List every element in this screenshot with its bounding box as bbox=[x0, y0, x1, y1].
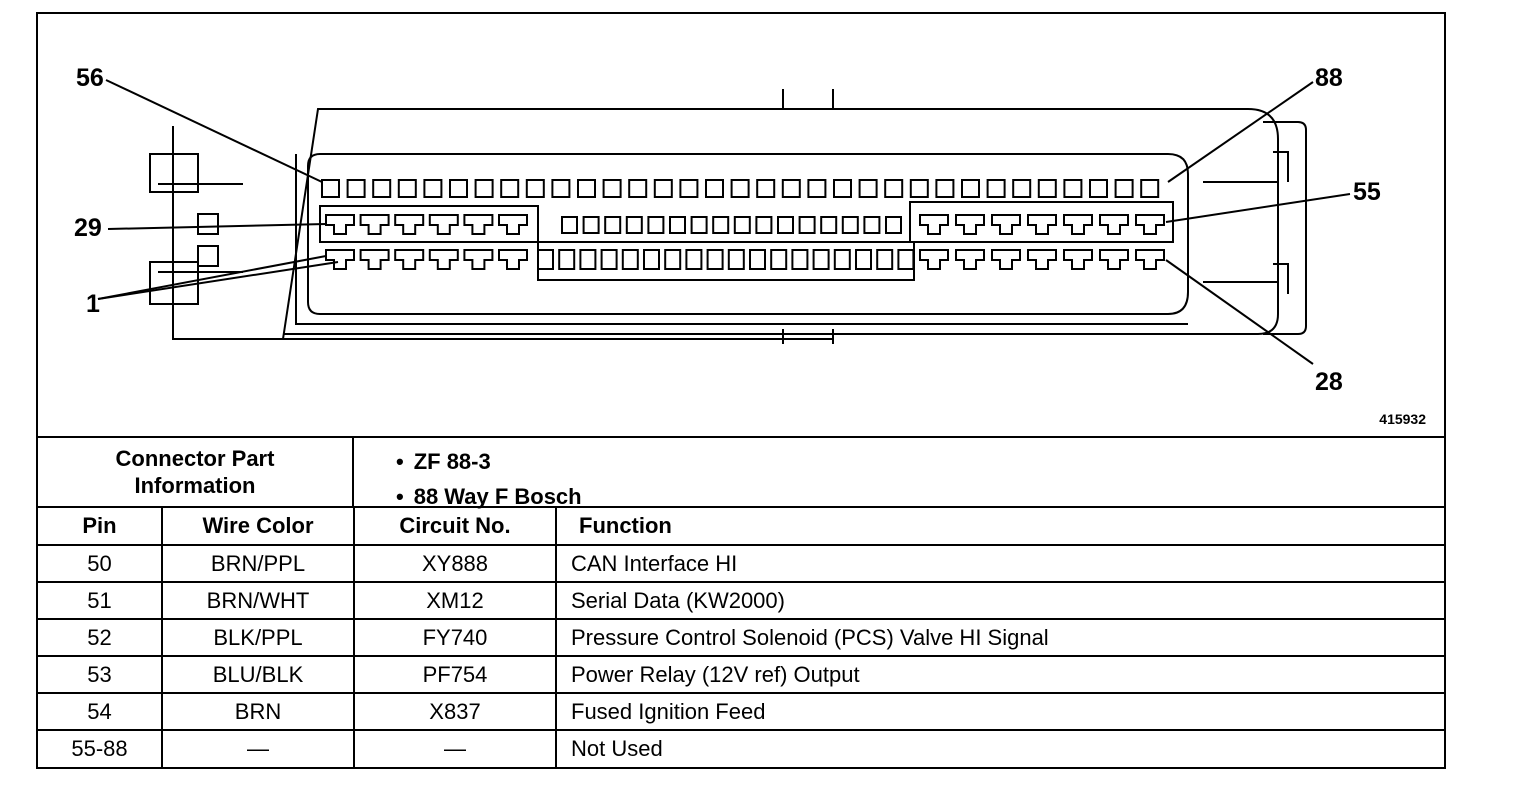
cavity-terminal bbox=[956, 215, 984, 234]
cavity-terminal bbox=[464, 250, 492, 269]
cavity-terminal bbox=[361, 215, 389, 234]
cavity-square bbox=[538, 250, 553, 269]
cavity-square bbox=[348, 180, 365, 197]
cavity-square bbox=[1064, 180, 1081, 197]
cavity-terminal bbox=[499, 250, 527, 269]
cavity-terminal bbox=[499, 215, 527, 234]
cavity-square bbox=[771, 250, 786, 269]
right-latch bbox=[1263, 122, 1306, 334]
cell-function: CAN Interface HI bbox=[556, 545, 1444, 582]
cavity-terminal bbox=[326, 215, 354, 234]
cavity-square bbox=[552, 180, 569, 197]
connector-figure-frame bbox=[36, 12, 1446, 769]
figure-id: 415932 bbox=[1379, 411, 1426, 427]
cavity-square bbox=[856, 250, 871, 269]
table-row bbox=[38, 582, 1444, 619]
cavity-square bbox=[578, 180, 595, 197]
cavity-terminal bbox=[1064, 215, 1092, 234]
cavity-square bbox=[373, 180, 390, 197]
cavity-square bbox=[778, 217, 793, 233]
cell-pin: 50 bbox=[38, 545, 162, 582]
cavity-square bbox=[783, 180, 800, 197]
callout-leader-line bbox=[1166, 194, 1350, 222]
cavity-square bbox=[729, 250, 744, 269]
cavity-square bbox=[623, 250, 638, 269]
pin-callout-56: 56 bbox=[76, 64, 104, 92]
connector-part-info bbox=[38, 436, 1444, 508]
cavity-square bbox=[680, 180, 697, 197]
cavity-square bbox=[1116, 180, 1133, 197]
cell-circuit: PF754 bbox=[354, 656, 556, 693]
cavity-square bbox=[732, 180, 749, 197]
cavity-terminal bbox=[956, 250, 984, 269]
callout-leader-line bbox=[1168, 82, 1313, 182]
cavity-square bbox=[602, 250, 617, 269]
cavity-square bbox=[864, 217, 879, 233]
cavity-square bbox=[644, 250, 659, 269]
cavity-terminal bbox=[326, 250, 354, 269]
cavity-square bbox=[886, 217, 901, 233]
cavity-terminal bbox=[361, 250, 389, 269]
cavity-square bbox=[885, 180, 902, 197]
cavity-terminal bbox=[1028, 250, 1056, 269]
cavity-square bbox=[1141, 180, 1158, 197]
pin-callout-1: 1 bbox=[86, 290, 100, 318]
cell-circuit: — bbox=[354, 730, 556, 767]
cavity-square bbox=[713, 217, 728, 233]
pin-callout-55: 55 bbox=[1353, 178, 1381, 206]
cavity-square bbox=[808, 180, 825, 197]
cell-circuit: FY740 bbox=[354, 619, 556, 656]
cavity-square bbox=[686, 250, 701, 269]
cavity-terminal bbox=[430, 215, 458, 234]
cavity-square bbox=[604, 180, 621, 197]
cell-function: Power Relay (12V ref) Output bbox=[556, 656, 1444, 693]
cell-function: Pressure Control Solenoid (PCS) Valve HI Signal bbox=[556, 619, 1444, 656]
table-row bbox=[38, 656, 1444, 693]
cell-function: Not Used bbox=[571, 736, 663, 761]
pin-callout-88: 88 bbox=[1315, 64, 1343, 92]
cell-wire-color: BLK/PPL bbox=[162, 619, 354, 656]
cavity-square bbox=[580, 250, 595, 269]
cavity-square bbox=[1090, 180, 1107, 197]
cavity-square bbox=[834, 180, 851, 197]
connector-part-info-label: Connector Part Information bbox=[38, 438, 354, 506]
cavity-square bbox=[735, 217, 750, 233]
cavity-square bbox=[450, 180, 467, 197]
cavity-square bbox=[476, 180, 493, 197]
pin-table bbox=[38, 508, 1444, 767]
cavity-square bbox=[605, 217, 620, 233]
cavity-square bbox=[988, 180, 1005, 197]
cavity-terminal bbox=[992, 215, 1020, 234]
cell-pin: 52 bbox=[38, 619, 162, 656]
cavity-terminal bbox=[1136, 250, 1164, 269]
header-pin: Pin bbox=[38, 508, 162, 545]
cell-pin: 55-88 bbox=[38, 730, 162, 767]
cell-wire-color: BRN bbox=[162, 693, 354, 730]
table-row bbox=[38, 730, 1444, 767]
cavity-square bbox=[757, 180, 774, 197]
cavity-terminal bbox=[395, 215, 423, 234]
cavity-square bbox=[814, 250, 829, 269]
callout-leader-line bbox=[1166, 260, 1313, 364]
cavity-square bbox=[670, 217, 685, 233]
cavity-square bbox=[1013, 180, 1030, 197]
cavity-terminal bbox=[1136, 215, 1164, 234]
cavity-square bbox=[877, 250, 892, 269]
cavity-terminal bbox=[920, 215, 948, 234]
cavity-square bbox=[501, 180, 518, 197]
cavity-square bbox=[424, 180, 441, 197]
connector-part-info-item: • 88 Way F Bosch bbox=[396, 479, 582, 514]
cavity-square bbox=[835, 250, 850, 269]
cavity-terminal bbox=[1100, 215, 1128, 234]
cavity-square bbox=[559, 250, 574, 269]
cell-wire-color: BRN/PPL bbox=[162, 545, 354, 582]
cell-function: Fused Ignition Feed bbox=[556, 693, 1444, 730]
callout-leader-line bbox=[106, 80, 322, 182]
pin-table-header bbox=[38, 508, 1444, 545]
connector-face-diagram bbox=[38, 14, 1444, 434]
cavity-square bbox=[692, 217, 707, 233]
cavity-square bbox=[527, 180, 544, 197]
pin-callout-29: 29 bbox=[74, 214, 102, 242]
cavity-square bbox=[750, 250, 765, 269]
cavity-terminal bbox=[464, 215, 492, 234]
cell-function: Serial Data (KW2000) bbox=[556, 582, 1444, 619]
header-wire-color: Wire Color bbox=[162, 508, 354, 545]
header-function: Function bbox=[556, 508, 1444, 545]
cavity-square bbox=[792, 250, 807, 269]
connector-part-info-list bbox=[396, 444, 582, 514]
cell-wire-color: — bbox=[162, 730, 354, 767]
cavity-square bbox=[322, 180, 339, 197]
cell-circuit: X837 bbox=[354, 693, 556, 730]
cavity-square bbox=[562, 217, 577, 233]
cavity-square bbox=[911, 180, 928, 197]
table-row bbox=[38, 545, 1444, 582]
cavity-square bbox=[627, 217, 642, 233]
cavity-square bbox=[399, 180, 416, 197]
cell-pin: 53 bbox=[38, 656, 162, 693]
cavity-square bbox=[962, 180, 979, 197]
cavity-square bbox=[584, 217, 599, 233]
cell-circuit: XY888 bbox=[354, 545, 556, 582]
table-row bbox=[38, 619, 1444, 656]
header-circuit-no: Circuit No. bbox=[354, 508, 556, 545]
cavity-terminal bbox=[395, 250, 423, 269]
cavity-square bbox=[898, 250, 913, 269]
cavity-square bbox=[706, 180, 723, 197]
cell-wire-color: BRN/WHT bbox=[162, 582, 354, 619]
cavity-square bbox=[665, 250, 680, 269]
cavity-square bbox=[843, 217, 858, 233]
cavity-terminal bbox=[1064, 250, 1092, 269]
cell-circuit: XM12 bbox=[354, 582, 556, 619]
cavity-square bbox=[821, 217, 836, 233]
cavity-square bbox=[860, 180, 877, 197]
cavity-square bbox=[800, 217, 815, 233]
pin-callout-28: 28 bbox=[1315, 368, 1343, 396]
cavity-terminal bbox=[430, 250, 458, 269]
cavity-terminal bbox=[1100, 250, 1128, 269]
table-row bbox=[38, 693, 1444, 730]
cavity-terminal bbox=[1028, 215, 1056, 234]
callout-leader-line bbox=[98, 262, 338, 299]
cell-pin: 51 bbox=[38, 582, 162, 619]
cavity-terminal bbox=[992, 250, 1020, 269]
cavity-square bbox=[1039, 180, 1056, 197]
cavity-terminal bbox=[920, 250, 948, 269]
cell-pin: 54 bbox=[38, 693, 162, 730]
cavity-square bbox=[708, 250, 723, 269]
connector-part-info-item: • ZF 88-3 bbox=[396, 444, 582, 479]
cavity-square bbox=[655, 180, 672, 197]
cavity-square bbox=[629, 180, 646, 197]
cavity-square bbox=[648, 217, 663, 233]
cavity-square bbox=[936, 180, 953, 197]
cavity-square bbox=[756, 217, 771, 233]
cell-wire-color: BLU/BLK bbox=[162, 656, 354, 693]
